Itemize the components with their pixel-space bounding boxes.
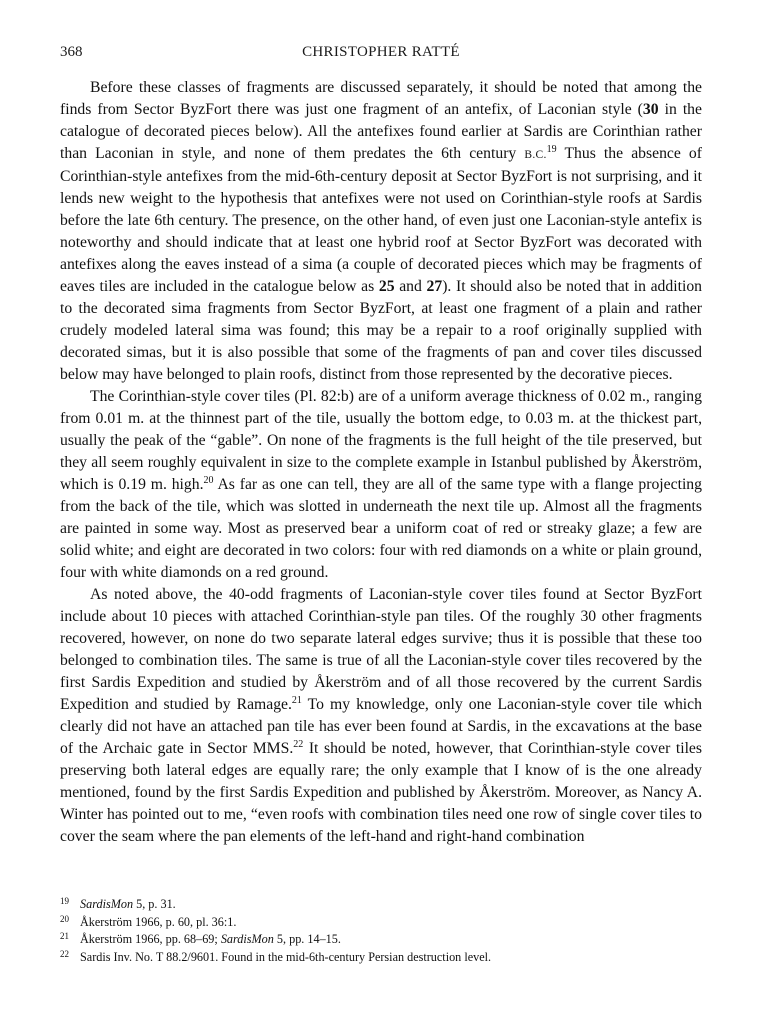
era-abbreviation: B.C.: [524, 149, 547, 161]
footnote-text: 5, p. 31.: [133, 897, 176, 911]
text-run: As far as one can tell, they are all of the same type with a flange projecting from the back of the tile, which was slotted in underneath the next tile up. Almost all the fragments are painted in some way. Most as preserved bear a uniform coat of red or streaky glaze; a few are solid white; and eight are decorated in two colors: four with red diamonds on a white or plain ground, four with white diamonds on a red ground.: [60, 476, 702, 581]
text-run: in the catalogue of decorated pieces below). All the antefixes found earlier at Sardis are Corinthian rather than Laconian in style, and none of them predates the 6th century: [60, 101, 702, 162]
footnote-number: 21: [60, 931, 69, 941]
footnote: [60, 914, 702, 932]
footnote-text: Åkerström 1966, pp. 68–69;: [80, 932, 221, 946]
footnote-ref: 20: [203, 475, 214, 486]
catalogue-number: 30: [642, 101, 659, 118]
paragraph-3: [60, 584, 702, 848]
text-run: As noted above, the 40-odd fragments of Laconian-style cover tiles found at Sector ByzFort include about 10 pieces with attached Corinthian-style pan tiles. Of the roughly 30 other fragments recovered, however, on none do two separate lateral edges survive; thus it is possible that these too belonged to combination tiles. The same is true of all the Laconian-style cover tiles recovered by the first Sardis Expedition and studied by Åkerström and of all those recovered by the current Sardis Expedition and studied by Ramage.: [60, 586, 702, 713]
text-run: Before these classes of fragments are discussed separately, it should be noted that among the finds from Sector ByzFort there was just one fragment of an antefix, of Laconian style (: [60, 79, 702, 118]
footnote-italic: SardisMon: [220, 932, 274, 946]
page-number: 368: [60, 44, 83, 60]
text-run: Thus the absence of Corinthian-style antefixes from the mid-6th-century deposit at Sector ByzFort is not surprising, and it lends new weight to the hypothesis that antefixes were not used on Corinthian-style roofs at Sardis before the late 6th century. The presence, on the other hand, of even just one Laconian-style antefix is noteworthy and should indicate that at least one hybrid roof at Sector ByzFort was decorated with antefixes along the eaves instead of a sima (a couple of decorated pieces which may be fragments of eaves tiles are included in the catalogue below as: [60, 145, 703, 295]
footnotes: [60, 896, 702, 966]
footnote: [60, 931, 702, 949]
text-run: It should be noted, however, that Corinthian-style cover tiles preserving both lateral edges are equally rare; the only example that I know of is the one already mentioned, found by the first Sardis Expedition and published by Åkerström. Moreover, as Nancy A. Winter has pointed out to me, “even roofs with combination tiles need one row of single cover tiles to cover the seam where the pan elements of the left-hand and right-hand combination: [60, 740, 703, 845]
footnote-ref: 22: [293, 739, 304, 750]
footnote-number: 20: [60, 913, 69, 924]
footnote: [60, 949, 702, 967]
footnote-ref: 21: [291, 695, 302, 706]
footnote-number: 19: [60, 896, 69, 906]
footnote-text: 5, pp. 14–15.: [273, 932, 341, 946]
footnote-text: Åkerström 1966, p. 60, pl. 36:1.: [80, 914, 237, 929]
footnote-ref: 19: [546, 144, 557, 155]
catalogue-number: 27: [426, 278, 443, 295]
footnote-number: 22: [60, 948, 69, 959]
text-run: To my knowledge, only one Laconian-style cover tile which clearly did not have an attached pan tile has ever been found at Sardis, in the excavations at the base of the Archaic gate in Sector MMS.: [60, 696, 702, 757]
catalogue-number: 25: [378, 278, 395, 295]
text-run: ). It should also be noted that in addition to the decorated sima fragments from Sector ByzFort, at least one fragment of a plain and rather crudely modeled lateral sima was found; this may be a repair to a roof originally supplied with decorated simas, but it is also possible that some of the fragments of pan and cover tiles discussed below may have belonged to plain roofs, distinct from those represented by the decorative pieces.: [60, 278, 703, 383]
footnote-italic: SardisMon: [80, 897, 134, 911]
text-run: The Corinthian-style cover tiles (Pl. 82:b) are of a uniform average thickness of 0.02 m., ranging from 0.01 m. at the thinnest part of the tile, usually the bottom edge, to 0.03 m. at the thickest part, usually the peak of the “gable”. On none of the fragments is the full height of the tile preserved, but they all seem roughly equivalent in size to the complete example in Istanbul published by Åkerström, which is 0.19 m. high.: [60, 388, 702, 493]
footnote-text: Sardis Inv. No. T 88.2/9601. Found in the mid-6th-century Persian destruction level.: [80, 949, 492, 964]
paragraph-2: [60, 386, 702, 584]
footnote: [60, 896, 702, 914]
running-head: CHRISTOPHER RATTÉ: [302, 44, 460, 60]
main-text: [60, 77, 702, 848]
paragraph-1: [60, 77, 702, 386]
page-header: [60, 44, 702, 68]
text-run: and: [394, 278, 427, 295]
